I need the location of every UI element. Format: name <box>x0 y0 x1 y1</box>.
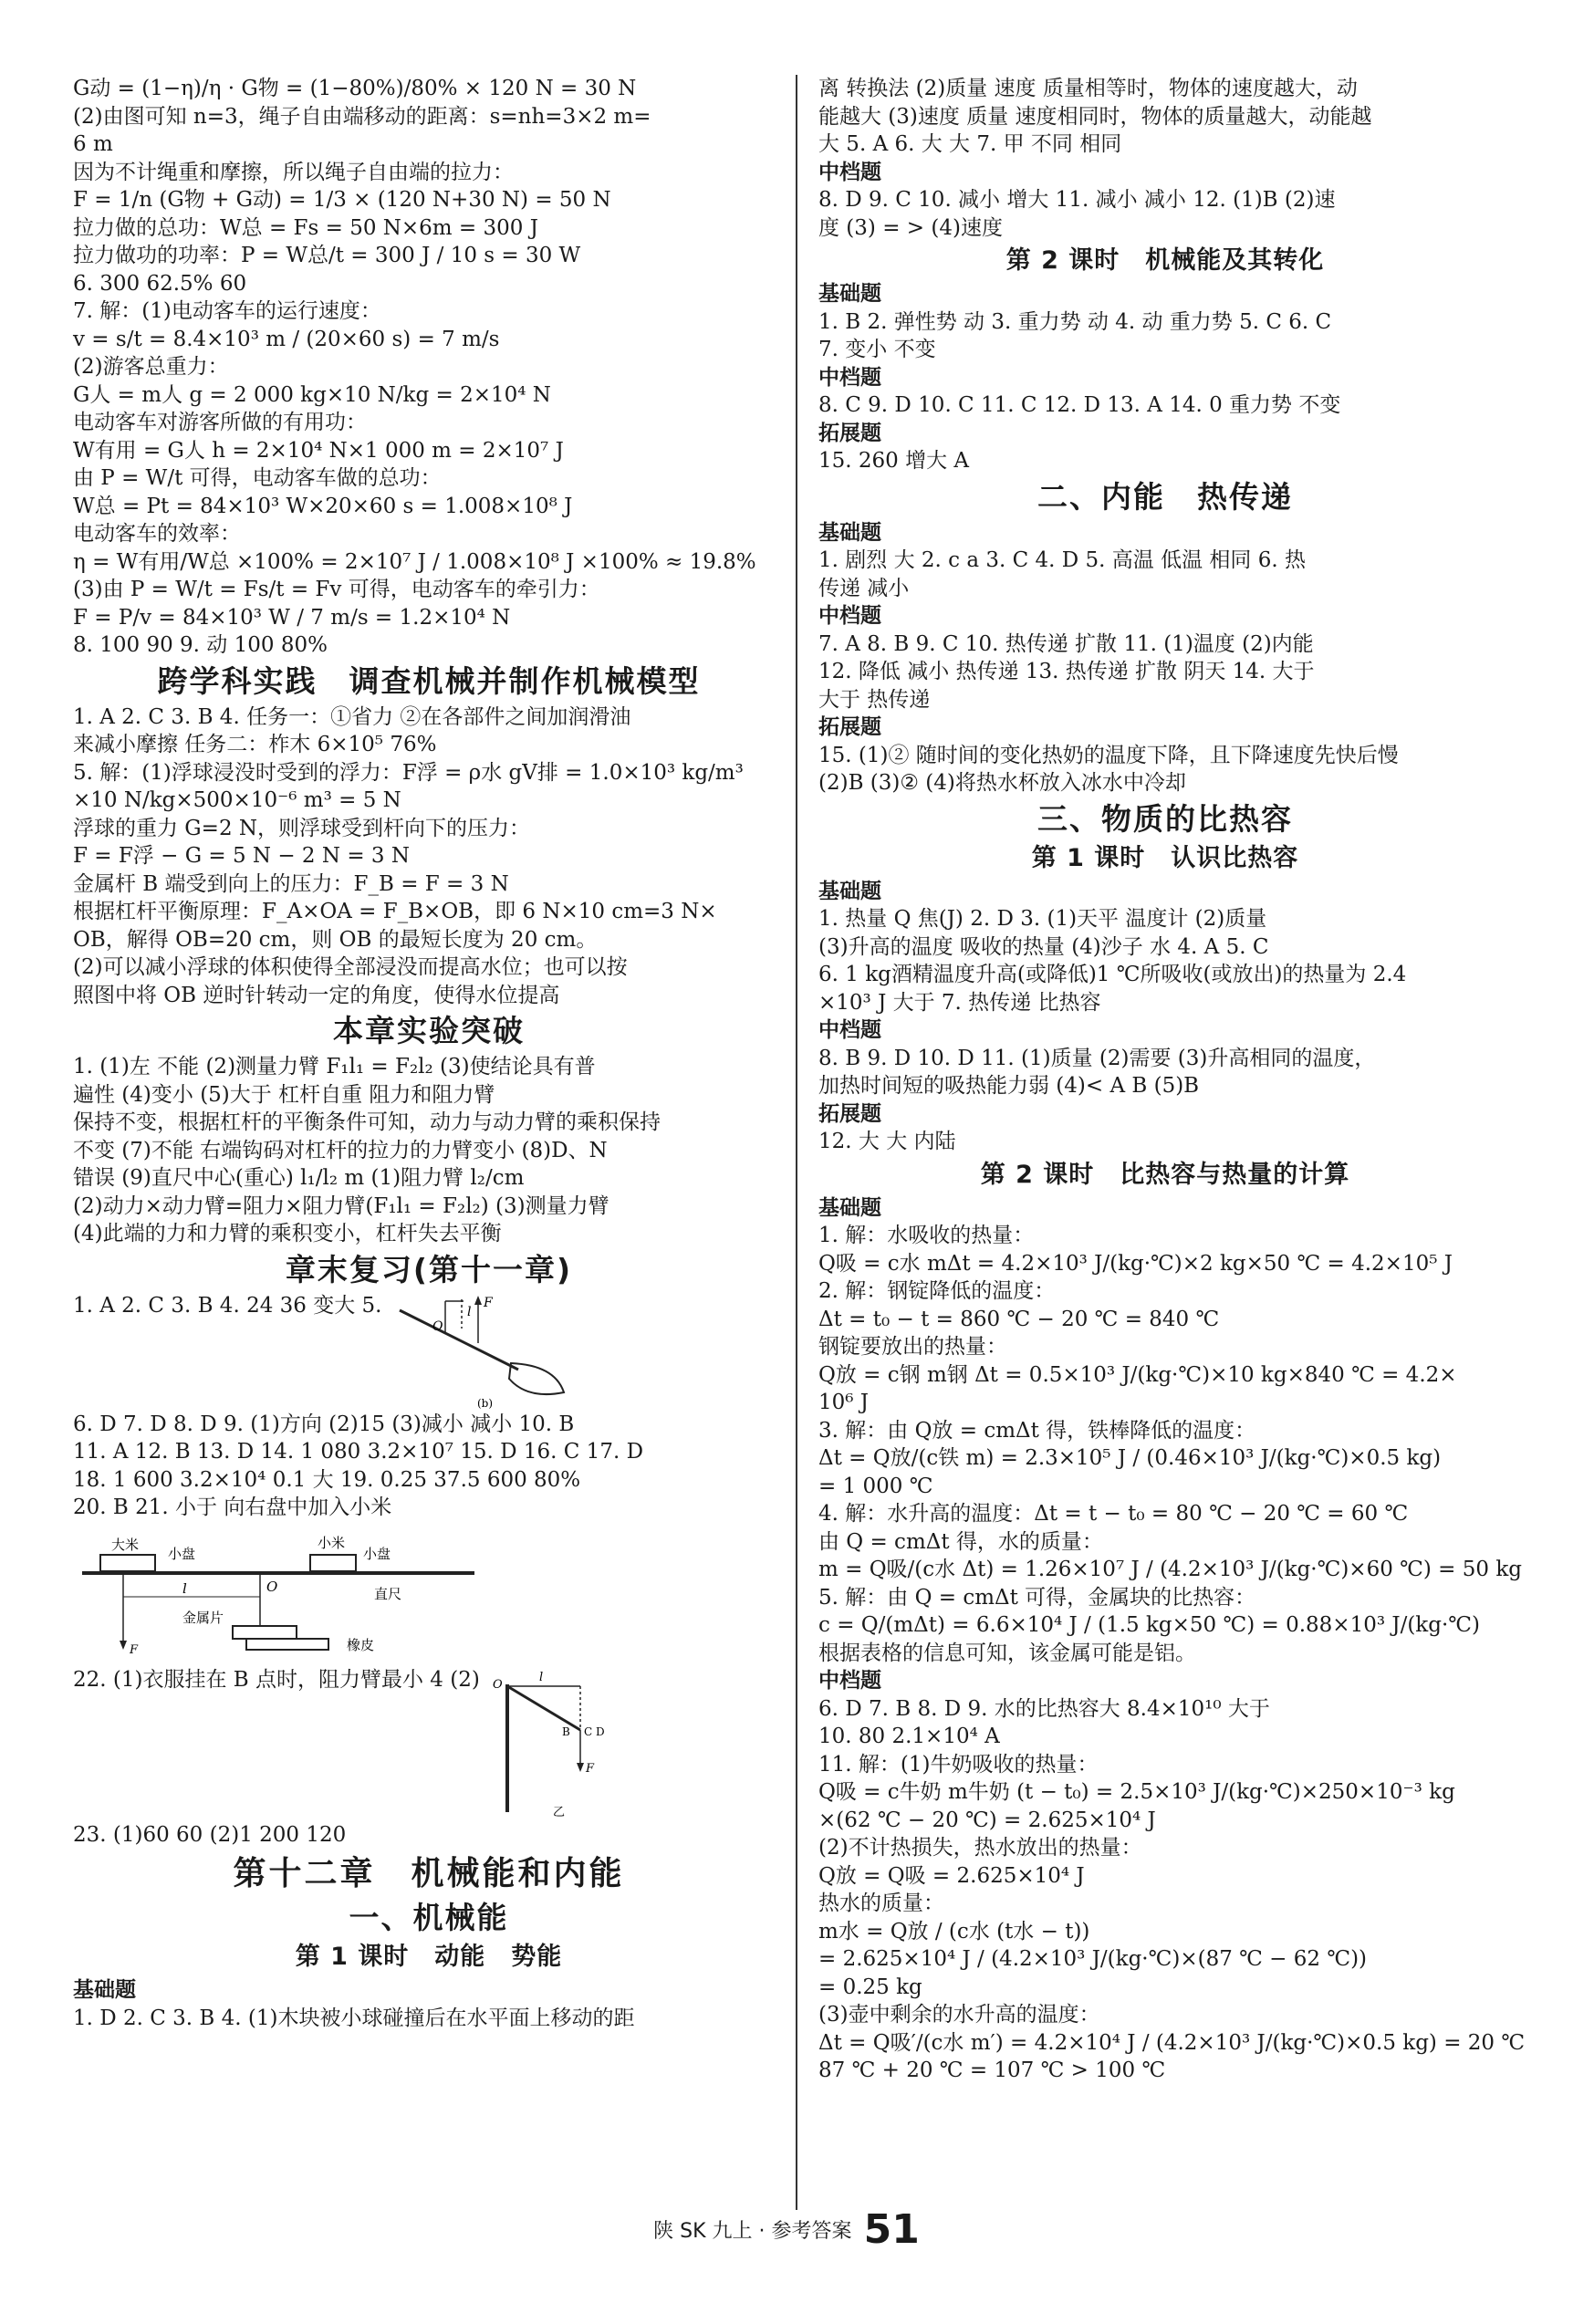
answer-line: 金属杆 B 端受到向上的压力：F_B = F = 3 N <box>73 871 509 896</box>
answer-line: 6 m <box>73 132 113 156</box>
answer-line: = 0.25 kg <box>818 1975 922 1999</box>
answer-line: (2)不计热损失，热水放出的热量： <box>818 1836 1142 1860</box>
answer-line: 根据表格的信息可知，该金属可能是铝。 <box>818 1641 1196 1665</box>
answer-line: F = 1/n (G物 + G动) = 1/3 × (120 N+30 N) = 50 N <box>73 188 611 212</box>
answer-line: 电动客车对游客所做的有用功： <box>73 411 367 434</box>
answer-line: 保持不变，根据杠杆的平衡条件可知，动力与动力臂的乘积保持 <box>73 1110 661 1134</box>
answer-line: 不变 (7)不能 右端钩码对杠杆的拉力的力臂变小 (8)D、N <box>73 1138 608 1162</box>
answer-line: 20. B 21. 小于 向右盘中加入小米 <box>73 1495 392 1519</box>
answer-line: 根据杠杆平衡原理：F_A×OA = F_B×OB，即 6 N×10 cm=3 N× <box>73 900 717 923</box>
answer-line: v = s/t = 8.4×10³ m / (20×60 s) = 7 m/s <box>73 327 500 351</box>
hanger-label-o: O <box>492 1677 503 1692</box>
column-divider <box>796 75 797 2210</box>
answer-line: (4)此端的力和力臂的乘积变小，杠杆失去平衡 <box>73 1222 502 1245</box>
answer-line: 1. A 2. C 3. B 4. 24 36 变大 5. <box>73 1293 382 1318</box>
shovel-caption: (b) <box>477 1396 494 1410</box>
answer-line: 大于 热传递 <box>818 687 931 712</box>
answer-line: 11. A 12. B 13. D 14. 1 080 3.2×10⁷ 15. D 16. C 17. D <box>73 1440 644 1464</box>
answer-line: (2)B (3)② (4)将热水杯放入冰水中冷却 <box>818 771 1186 795</box>
answer-line: 10. 80 2.1×10⁴ A <box>818 1725 1000 1748</box>
answer-line: 3. 解：由 Q放 = cmΔt 得，铁棒降低的温度： <box>818 1418 1256 1443</box>
answer-line: = 2.625×10⁴ J / (4.2×10³ J/(kg·℃)×(87 ℃ − 62 ℃)) <box>818 1947 1368 1971</box>
answer-line: 拉力做的总功：W总 = Fs = 50 N×6m = 300 J <box>73 215 538 240</box>
answer-line: 来减小摩擦 任务二：柞木 6×10⁵ 76% <box>73 733 437 756</box>
answer-line: W总 = Pt = 84×10³ W×20×60 s = 1.008×10⁸ J <box>73 494 573 518</box>
answer-line: ×10³ J 大于 7. 热传递 比热容 <box>818 990 1101 1015</box>
section-title: 二、内能 热传递 <box>1037 478 1293 515</box>
hanger-label-b: B <box>561 1725 570 1738</box>
answer-line: G动 = (1−η)/η · G物 = (1−80%)/80% × 120 N = 30 N <box>73 77 637 100</box>
balance-label-l: l <box>182 1579 187 1597</box>
answer-line: 15. 260 增大 A <box>818 449 970 473</box>
balance-label-xiaomi: 小米 <box>318 1534 346 1551</box>
answer-line: 7. A 8. B 9. C 10. 热传递 扩散 11. (1)温度 (2)内能 <box>818 631 1314 656</box>
answer-line: G人 = m人 g = 2 000 kg×10 N/kg = 2×10⁴ N <box>73 382 551 407</box>
answer-line: η = W有用/W总 ×100% = 2×10⁷ J / 1.008×10⁸ J ×100% ≈ 19.8% <box>73 549 756 574</box>
answer-line: 87 ℃ + 20 ℃ = 107 ℃ > 100 ℃ <box>818 2058 1166 2082</box>
answer-line-with-figure <box>73 1292 785 1411</box>
chapter-title: 第十二章 机械能和内能 <box>233 1855 625 1892</box>
answer-line: 大 5. A 6. 大 大 7. 甲 不同 相同 <box>818 132 1122 156</box>
answer-line: 8. C 9. D 10. C 11. C 12. D 13. A 14. 0 重力势 不变 <box>818 393 1341 417</box>
difficulty-label: 中档题 <box>818 1017 881 1042</box>
answer-line: 7. 变小 不变 <box>818 338 936 361</box>
right-column <box>818 75 1526 2085</box>
balance-label-jinshupian: 金属片 <box>182 1609 224 1626</box>
answer-line: 15. (1)② 随时间的变化热奶的温度下降，且下降速度先快后慢 <box>818 743 1399 767</box>
difficulty-label: 中档题 <box>818 364 881 390</box>
answer-line: Δt = Q吸′/(c水 m′) = 4.2×10⁴ J / (4.2×10³ J/(kg·℃)×0.5 kg) = 20 ℃ <box>818 2030 1526 2055</box>
answer-line: OB，解得 OB=20 cm，则 OB 的最短长度为 20 cm。 <box>73 927 598 952</box>
answer-line: 7. 解：(1)电动客车的运行速度： <box>73 299 381 323</box>
shovel-label-o: O <box>432 1318 443 1334</box>
answer-line: 拉力做功的功率：P = W总/t = 300 J / 10 s = 30 W <box>73 244 581 267</box>
answer-line: 1. D 2. C 3. B 4. (1)木块被小球碰撞后在水平面上移动的距 <box>73 2006 635 2030</box>
answer-line: 照图中将 OB 逆时针转动一定的角度，使得水位提高 <box>73 983 560 1007</box>
answer-line: 传递 减小 <box>818 576 910 600</box>
balance-lever-diagram <box>73 1526 639 1662</box>
difficulty-label: 基础题 <box>818 878 881 903</box>
difficulty-label: 中档题 <box>818 1668 881 1693</box>
answer-line: (3)壶中剩余的水升高的温度： <box>818 2003 1100 2027</box>
answer-line: (3)由 P = W/t = Fs/t = Fv 可得，电动客车的牵引力： <box>73 578 600 601</box>
answer-line: Q吸 = c水 mΔt = 4.2×10³ J/(kg·℃)×2 kg×50 ℃ = 4.2×10⁵ J <box>818 1251 1453 1276</box>
answer-line: 加热时间短的吸热能力弱 (4)< A B (5)B <box>818 1074 1200 1098</box>
balance-label-f: F <box>130 1642 139 1657</box>
left-column <box>73 75 785 2032</box>
answer-line: 1. 热量 Q 焦(J) 2. D 3. (1)天平 温度计 (2)质量 <box>818 907 1267 931</box>
balance-label-damei: 大米 <box>111 1536 140 1553</box>
lesson-title: 第 2 课时 机械能及其转化 <box>1005 246 1325 275</box>
answer-line: 5. 解：(1)浮球浸没时受到的浮力：F浮 = ρ水 gV排 = 1.0×10³ kg/m³ <box>73 760 744 785</box>
difficulty-label: 拓展题 <box>818 420 881 445</box>
lesson-title: 第 1 课时 认识比热容 <box>1031 843 1299 872</box>
answer-line: Δt = t₀ − t = 860 ℃ − 20 ℃ = 840 ℃ <box>818 1307 1220 1331</box>
difficulty-label: 基础题 <box>73 1977 136 2002</box>
shovel-lever-diagram <box>391 1292 573 1411</box>
difficulty-label: 拓展题 <box>818 714 881 739</box>
answer-line: 5. 解：由 Q = cmΔt 可得，金属块的比热容： <box>818 1585 1256 1610</box>
answer-line: 1. 剧烈 大 2. c a 3. C 4. D 5. 高温 低温 相同 6. 热 <box>818 548 1306 572</box>
answer-line-with-figure <box>73 1666 785 1821</box>
section-title: 跨学科实践 调查机械并制作机械模型 <box>157 662 701 699</box>
hanger-label-f: F <box>585 1761 594 1776</box>
answer-line: Δt = Q放/(c铁 m) = 2.3×10⁵ J / (0.46×10³ J/(kg·℃)×0.5 kg) <box>818 1446 1442 1470</box>
answer-line: Q放 = Q吸 = 2.625×10⁴ J <box>818 1863 1085 1888</box>
answer-line: F = P/v = 84×10³ W / 7 m/s = 1.2×10⁴ N <box>73 605 511 630</box>
answer-line: 2. 解：钢锭降低的温度： <box>818 1279 1056 1303</box>
answer-line: W有用 = G人 h = 2×10⁴ N×1 000 m = 2×10⁷ J <box>73 438 564 463</box>
page-number: 51 <box>863 2206 920 2253</box>
answer-line: 6. D 7. D 8. D 9. (1)方向 (2)15 (3)减小 减小 10. B <box>73 1412 575 1436</box>
answer-line: m水 = Q放 / (c水 (t水 − t)) <box>818 1919 1090 1944</box>
answer-line: m = Q吸/(c水 Δt) = 1.26×10⁷ J / (4.2×10³ J/(kg·℃)×60 ℃) = 50 kg <box>818 1558 1522 1581</box>
answer-line: 离 转换法 (2)质量 速度 质量相等时，物体的速度越大，动 <box>818 77 1358 100</box>
answer-line: ×10 N/kg×500×10⁻⁶ m³ = 5 N <box>73 788 401 812</box>
answer-line: Q放 = c钢 m钢 Δt = 0.5×10³ J/(kg·℃)×10 kg×840 ℃ = 4.2× <box>818 1362 1457 1387</box>
hanger-label-d: D <box>595 1725 605 1738</box>
figure <box>73 1526 785 1662</box>
answer-line: 6. D 7. B 8. D 9. 水的比热容大 8.4×10¹⁰ 大于 <box>818 1696 1270 1721</box>
answer-line: 8. D 9. C 10. 减小 增大 11. 减小 减小 12. (1)B (2)速 <box>818 188 1336 212</box>
answer-line: (2)游客总重力： <box>73 355 229 379</box>
answer-line: 8. 100 90 9. 动 100 80% <box>73 633 328 657</box>
answer-line: ×(62 ℃ − 20 ℃) = 2.625×10⁴ J <box>818 1808 1156 1832</box>
balance-label-xiaopan-left: 小盘 <box>168 1545 196 1562</box>
answer-line: 10⁶ J <box>818 1391 870 1414</box>
shovel-label-l: l <box>467 1304 472 1319</box>
answer-line: 错误 (9)直尺中心(重心) l₁/l₂ m (1)阻力臂 l₂/cm <box>73 1166 525 1190</box>
answer-line: 由 P = W/t 可得，电动客车做的总功： <box>73 466 442 490</box>
answer-line: 6. 300 62.5% 60 <box>73 271 247 296</box>
lesson-title: 第 2 课时 比热容与热量的计算 <box>980 1160 1350 1189</box>
balance-label-zhichi: 直尺 <box>374 1585 402 1602</box>
difficulty-label: 中档题 <box>818 159 881 184</box>
answer-line: 23. (1)60 60 (2)1 200 120 <box>73 1822 347 1847</box>
answer-line: 热水的质量： <box>818 1892 944 1915</box>
balance-label-xiangpi: 橡皮 <box>347 1636 375 1653</box>
answer-line: 11. 解：(1)牛奶吸收的热量： <box>818 1752 1099 1777</box>
difficulty-label: 拓展题 <box>818 1100 881 1126</box>
answer-line: 度 (3) = > (4)速度 <box>818 215 1003 240</box>
balance-label-o: O <box>266 1578 278 1595</box>
shovel-label-f: F <box>484 1295 494 1310</box>
answer-line: 1. (1)左 不能 (2)测量力臂 F₁l₁ = F₂l₂ (3)使结论具有普 <box>73 1055 596 1079</box>
answer-line: 6. 1 kg酒精温度升高(或降低)1 ℃所吸收(或放出)的热量为 2.4 <box>818 963 1407 986</box>
lesson-title: 第 1 课时 动能 势能 <box>295 1943 563 1971</box>
answer-line: 18. 1 600 3.2×10⁴ 0.1 大 19. 0.25 37.5 600 80% <box>73 1467 581 1492</box>
answer-line: c = Q/(mΔt) = 6.6×10⁴ J / (1.5 kg×50 ℃) = 0.88×10³ J/(kg·℃) <box>818 1613 1480 1637</box>
answer-line: (3)升高的温度 吸收的热量 (4)沙子 水 4. A 5. C <box>818 934 1269 959</box>
section-title: 三、物质的比热容 <box>1037 800 1293 837</box>
hanger-label-l: l <box>538 1670 543 1684</box>
section-title: 本章实验突破 <box>333 1013 525 1048</box>
answer-line: 因为不计绳重和摩擦，所以绳子自由端的拉力： <box>73 160 514 184</box>
answer-line: 能越大 (3)速度 质量 速度相同时，物体的质量越大，动能越 <box>818 104 1372 129</box>
answer-line: (2)动力×动力臂=阻力×阻力臂(F₁l₁ = F₂l₂) (3)测量力臂 <box>73 1193 609 1218</box>
answer-line: 4. 解：水升高的温度：Δt = t − t₀ = 80 ℃ − 20 ℃ = 60 ℃ <box>818 1502 1409 1526</box>
answer-line: 钢锭要放出的热量： <box>818 1335 1007 1359</box>
section-title: 一、机械能 <box>349 1900 509 1935</box>
answer-line: Q吸 = c牛奶 m牛奶 (t − t₀) = 2.5×10³ J/(kg·℃)×250×10⁻³ kg <box>818 1780 1455 1804</box>
answer-line: 8. B 9. D 10. D 11. (1)质量 (2)需要 (3)升高相同的温度， <box>818 1046 1376 1070</box>
difficulty-label: 基础题 <box>818 1194 881 1220</box>
answer-line: 1. 解：水吸收的热量： <box>818 1224 1035 1247</box>
answer-line: = 1 000 ℃ <box>818 1474 933 1498</box>
difficulty-label: 基础题 <box>818 519 881 545</box>
answer-line: (2)可以减小浮球的体积使得全部浸没而提高水位；也可以按 <box>73 955 628 979</box>
answer-line: 12. 大 大 内陆 <box>818 1130 956 1153</box>
answer-line: 由 Q = cmΔt 得，水的质量： <box>818 1529 1103 1554</box>
answer-line: 遍性 (4)变小 (5)大于 杠杆自重 阻力和阻力臂 <box>73 1082 495 1107</box>
section-title: 章末复习(第十一章) <box>285 1251 573 1287</box>
hanger-caption: 乙 <box>552 1805 565 1819</box>
hanger-label-c: C <box>583 1725 593 1738</box>
balance-label-xiaopan-right: 小盘 <box>363 1545 391 1562</box>
answer-line: 浮球的重力 G=2 N，则浮球受到杆向下的压力： <box>73 816 531 840</box>
answer-line: (2)由图可知 n=3，绳子自由端移动的距离：s=nh=3×2 m= <box>73 104 651 129</box>
answer-line: 电动客车的效率： <box>73 522 241 546</box>
footer-text: 陕 SK 九上 · 参考答案 <box>653 2220 852 2243</box>
difficulty-label: 中档题 <box>818 603 881 628</box>
answer-line: 1. A 2. C 3. B 4. 任务一：①省力 ②在各部件之间加润滑油 <box>73 704 631 729</box>
difficulty-label: 基础题 <box>818 281 881 306</box>
page-footer <box>0 2206 1573 2253</box>
answer-line: F = F浮 − G = 5 N − 2 N = 3 N <box>73 844 410 868</box>
answer-line: 22. (1)衣服挂在 B 点时，阻力臂最小 4 (2) <box>73 1667 480 1692</box>
answer-line: 1. B 2. 弹性势 动 3. 重力势 动 4. 动 重力势 5. C 6. C <box>818 309 1332 334</box>
answer-line: 12. 降低 减小 热传递 13. 热传递 扩散 阴天 14. 大于 <box>818 660 1315 683</box>
hanger-lever-diagram <box>489 1666 617 1821</box>
